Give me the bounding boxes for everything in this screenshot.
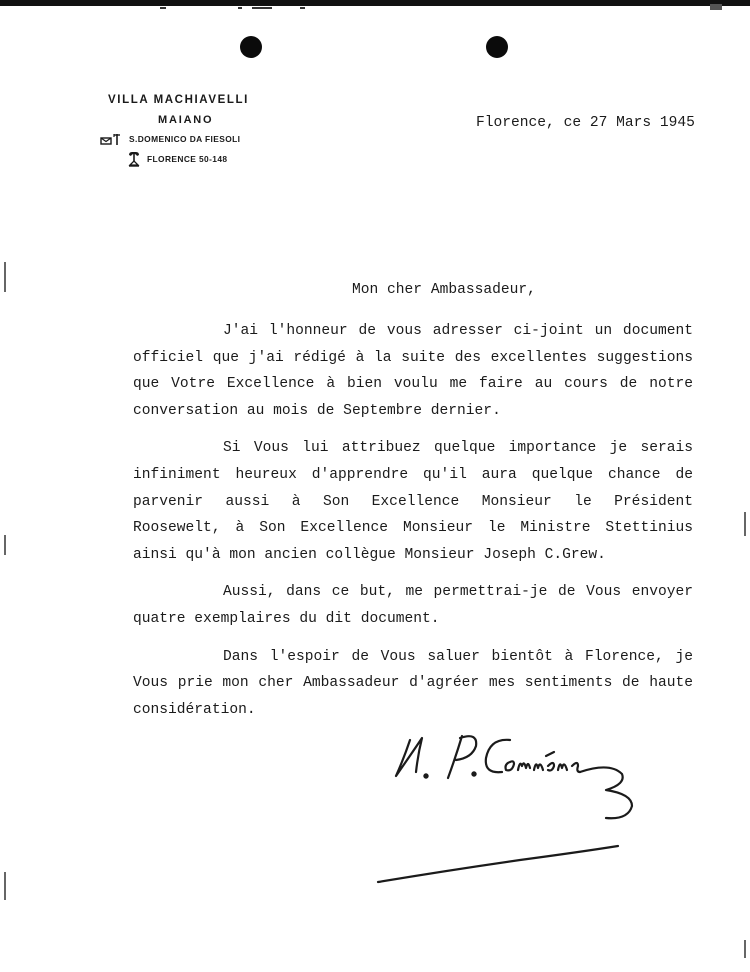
scan-edge-mark — [744, 512, 746, 536]
letterhead-address-line — [100, 132, 240, 146]
handwritten-signature — [370, 710, 670, 890]
telephone-icon — [127, 151, 141, 167]
scan-speck — [300, 7, 305, 9]
salutation: Mon cher Ambassadeur, — [352, 282, 536, 298]
punch-hole-left — [240, 36, 262, 58]
letterhead-name: VILLA MACHIAVELLI — [108, 94, 249, 106]
paragraph-4: Dans l'espoir de Vous saluer bientôt à Florence, je Vous prie mon cher Ambassadeur d'agréer mes sentiments de haute considération. — [133, 648, 693, 718]
scan-speck — [238, 7, 242, 9]
scan-speck — [710, 4, 722, 10]
letter-body — [133, 318, 693, 734]
scan-edge-mark — [4, 262, 6, 292]
punch-hole-right — [486, 36, 508, 58]
letterhead-place: MAIANO — [158, 114, 214, 126]
scan-edge-mark — [4, 872, 6, 900]
scan-edge-mark — [4, 535, 6, 555]
scan-edge-mark — [744, 940, 746, 958]
scan-speck — [160, 7, 166, 9]
paragraph-2: Si Vous lui attribuez quelque importance je serais infiniment heureux d'apprendre qu'il aura quelque chance de parvenir aussi à Son Excellence Monsieur le Président Roosewelt, à Son Excellence Monsieur le Ministre Stettinius ainsi qu'à mon ancien collègue Monsieur Joseph C.Grew. — [133, 440, 693, 563]
scan-top-border — [0, 0, 750, 6]
telegraph-icon — [100, 132, 126, 146]
dateline: Florence, ce 27 Mars 1945 — [476, 115, 695, 131]
letterhead-city-line — [127, 151, 227, 167]
address-city: FLORENCE 50-148 — [147, 154, 228, 164]
address-street: S.DOMENICO DA FIESOLI — [129, 134, 241, 144]
paragraph-1: J'ai l'honneur de vous adresser ci-joint un document officiel que j'ai rédigé à la suite des excellentes suggestions que Votre Excellence à bien voulu me faire au cours de notre conversation au mois de Septembre dernier. — [133, 323, 693, 419]
paragraph-3: Aussi, dans ce but, me permettrai-je de Vous envoyer quatre exemplaires du dit document. — [133, 584, 693, 627]
scan-speck — [252, 7, 272, 9]
